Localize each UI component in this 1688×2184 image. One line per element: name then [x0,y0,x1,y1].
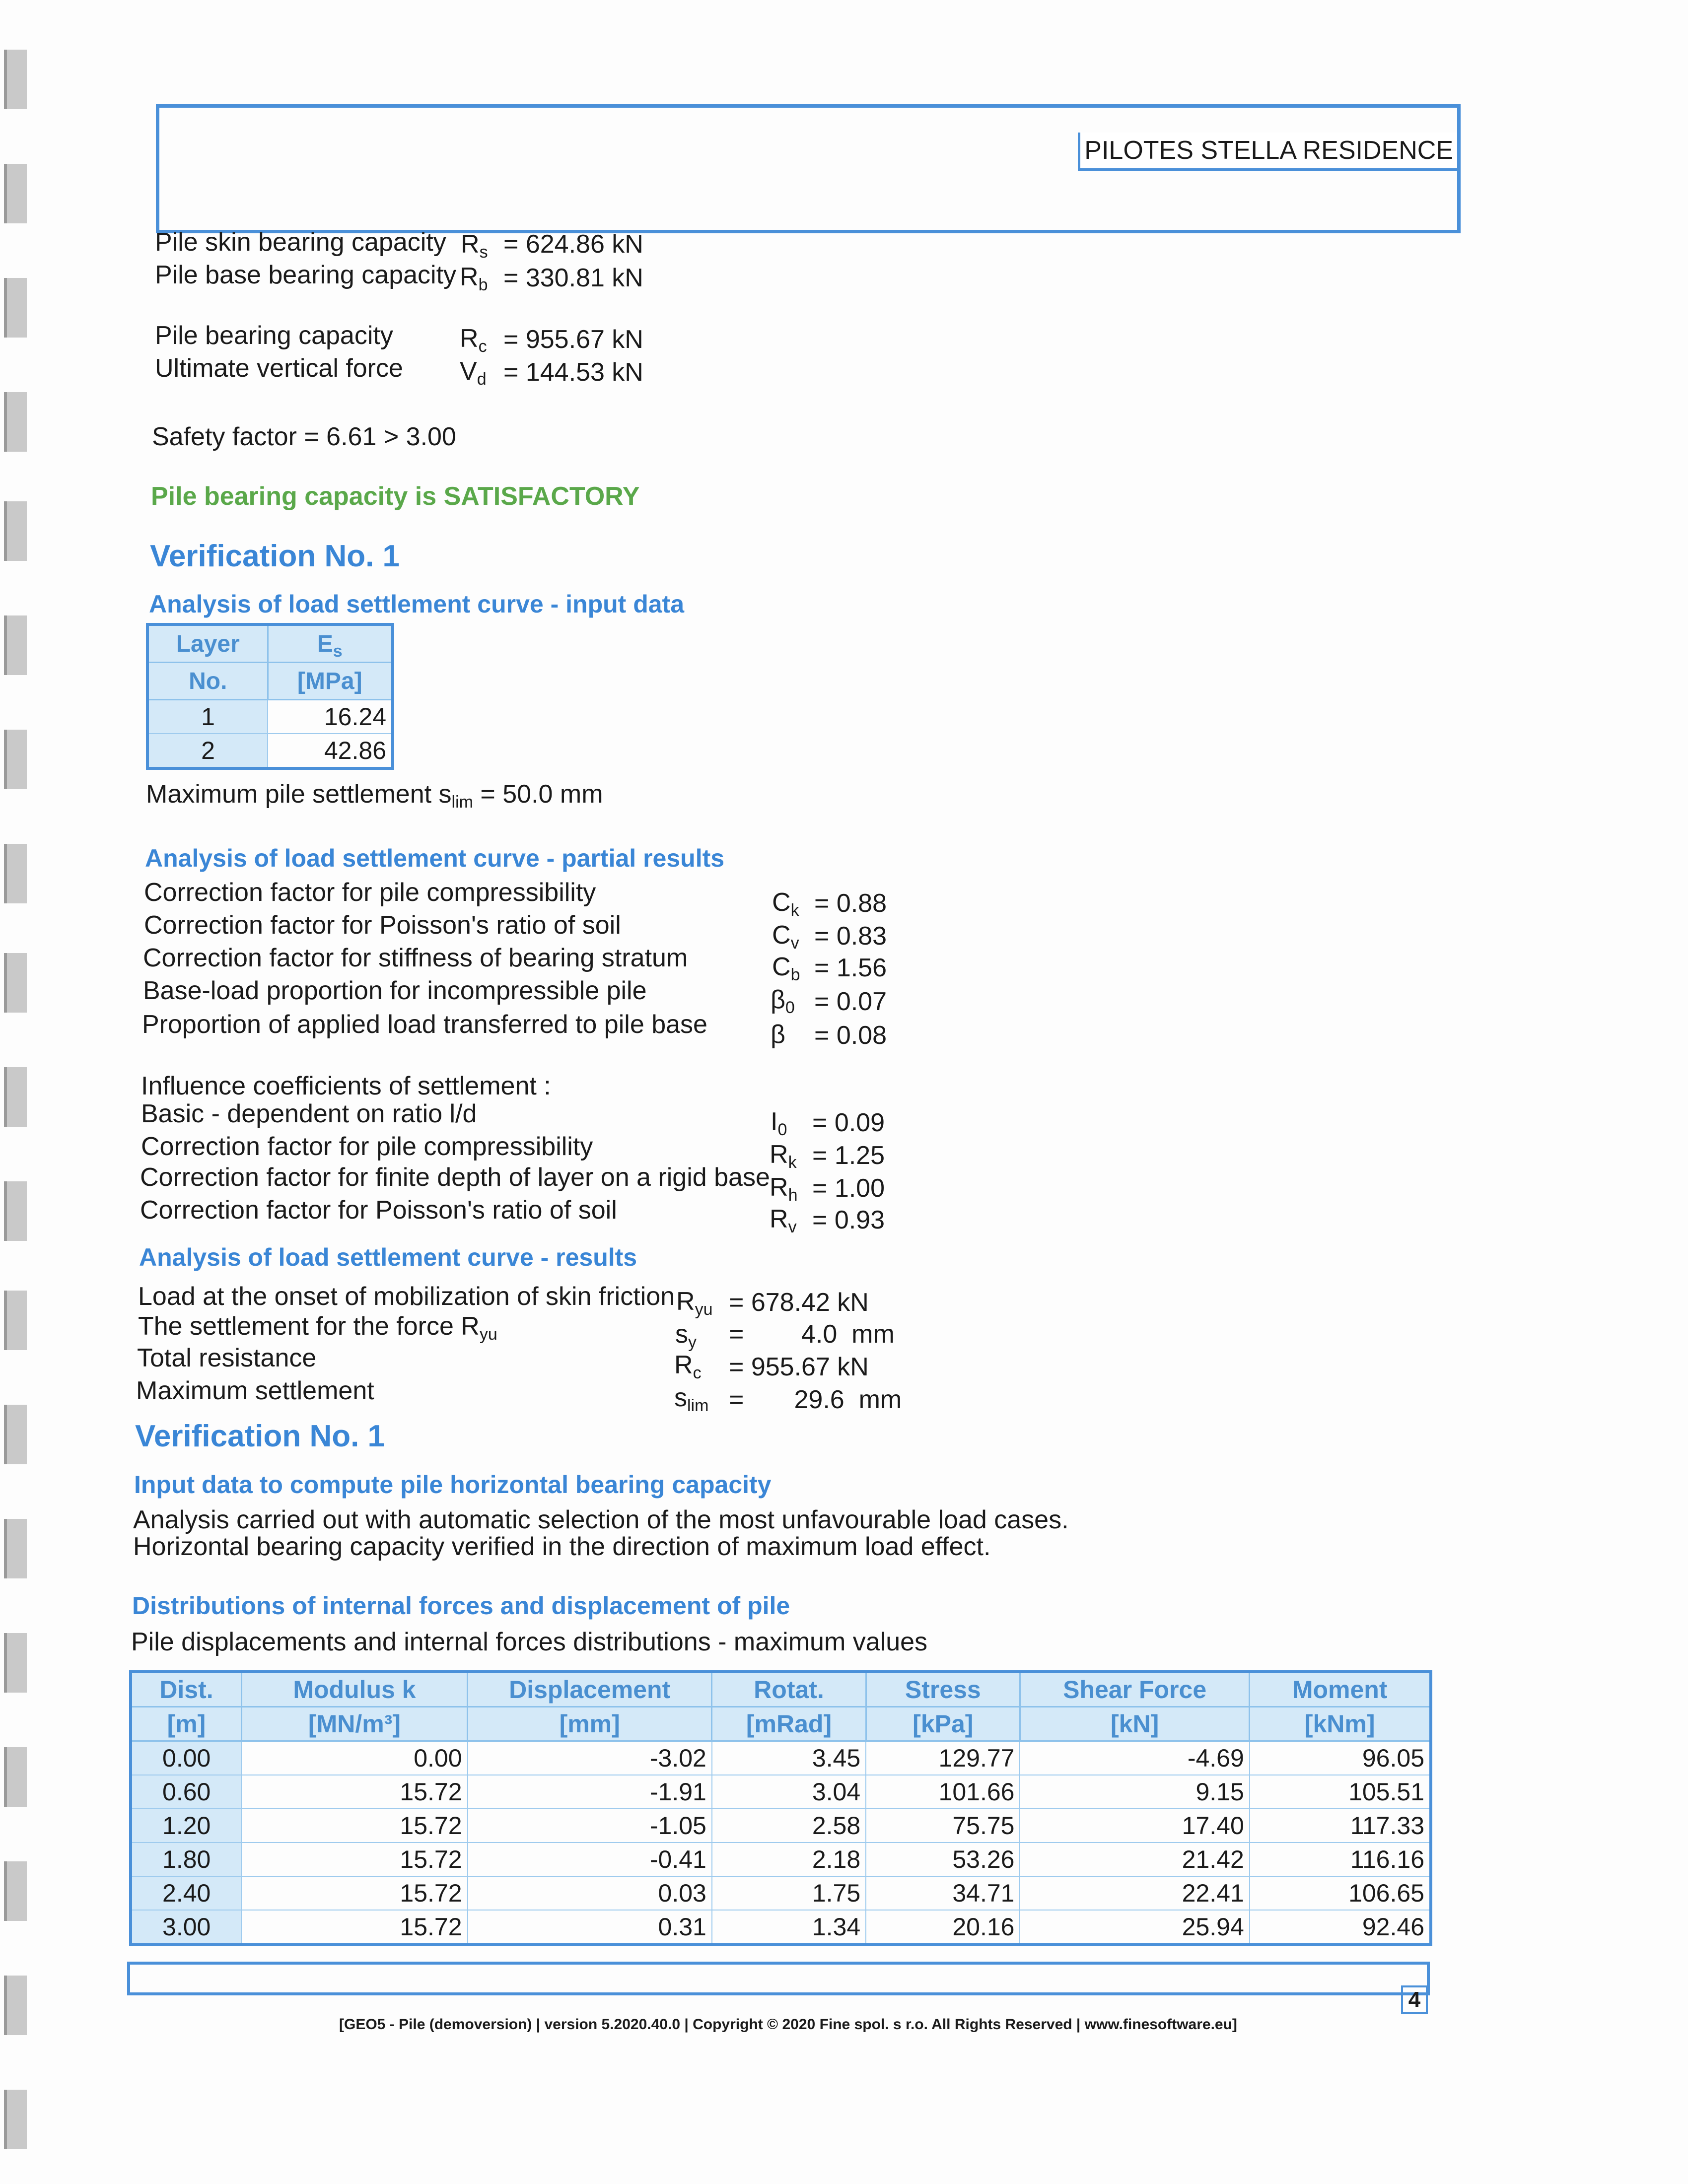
stress-cell: 129.77 [866,1741,1020,1775]
partial-label-2: Correction factor for stiffness of bearing stratum [143,944,688,972]
influence-symbol-3: Rv [770,1205,797,1236]
result-symbol-0: Ryu [676,1287,713,1319]
input-data-heading: Analysis of load settlement curve - input data [149,590,685,618]
result-label-2: Total resistance [137,1344,317,1372]
modulus-cell: 15.72 [241,1910,467,1945]
stress-unit: [kPa] [866,1707,1020,1741]
rotation-cell: 1.34 [712,1910,866,1945]
table-row [131,1741,1431,1775]
dist-header: Dist. [131,1672,241,1707]
result-value-1: = 4.0 mm [729,1320,895,1349]
dist-unit: [m] [131,1707,241,1741]
moment-cell: 106.65 [1250,1876,1431,1910]
moment-cell: 117.33 [1250,1809,1431,1843]
binder-edge [0,0,30,2184]
partial-symbol-4: β [771,1020,785,1049]
binder-ring [4,164,27,223]
modulus-cell: 15.72 [241,1876,467,1910]
influence-value-2: = 1.00 [812,1174,885,1203]
header-box [156,104,1461,233]
pile-capacity-value: = 955.67 kN [503,325,643,354]
stress-cell: 34.71 [866,1876,1020,1910]
partial-value-1: = 0.83 [814,922,887,951]
layer-header: Layer [147,624,268,663]
distribution-table [129,1670,1432,1946]
footer-box [127,1962,1430,1995]
partial-value-4: = 0.08 [814,1021,887,1050]
rotation-unit: [mRad] [712,1707,866,1741]
binder-ring [4,1067,27,1127]
binder-ring [4,501,27,561]
displacement-cell: -0.41 [468,1843,712,1876]
layer-no: 1 [147,700,268,734]
vertical-force-symbol: Vd [460,357,487,389]
pile-capacity-label: Pile bearing capacity [155,321,393,350]
displacement-unit: [mm] [468,1707,712,1741]
dist-cell: 1.20 [131,1809,241,1843]
es-header-unit: [MPa] [268,663,393,700]
moment-cell: 116.16 [1250,1843,1431,1876]
binder-ring [4,2090,27,2149]
base-capacity-label: Pile base bearing capacity [155,261,457,289]
rotation-header: Rotat. [712,1672,866,1707]
rotation-cell: 2.58 [712,1809,866,1843]
result-value-3: = 29.6 mm [729,1385,902,1414]
soil-layer-table [146,623,394,770]
binder-ring [4,278,27,338]
displacement-cell: 0.31 [468,1910,712,1945]
analysis-note-1: Analysis carried out with automatic selection of the most unfavourable load cases. [133,1505,1069,1534]
es-header: $E_s$ [268,624,393,663]
shear-cell: 9.15 [1020,1775,1249,1809]
result-label-0: Load at the onset of mobilization of skin friction [138,1282,675,1311]
binder-ring [4,1405,27,1464]
pile-capacity-symbol: Rc [460,324,487,356]
skin-capacity-value: = 624.86 kN [503,230,643,259]
influence-symbol-2: Rh [770,1173,798,1205]
moment-header: Moment [1250,1672,1431,1707]
layer-es: 42.86 [268,734,393,768]
shear-cell: -4.69 [1020,1741,1249,1775]
influence-symbol-1: Rk [770,1140,797,1172]
shear-cell: 17.40 [1020,1809,1249,1843]
table-row [131,1809,1431,1843]
table-row [131,1775,1431,1809]
result-value-2: = 955.67 kN [729,1353,869,1381]
influence-value-3: = 0.93 [812,1206,885,1234]
stress-cell: 75.75 [866,1809,1020,1843]
stress-cell: 101.66 [866,1775,1020,1809]
distribution-caption: Pile displacements and internal forces distributions - maximum values [131,1628,928,1656]
result-symbol-1: sy [675,1320,697,1352]
partial-label-3: Base-load proportion for incompressible pile [143,976,647,1005]
influence-symbol-0: I0 [771,1107,787,1139]
binder-ring [4,392,27,452]
rotation-cell: 2.18 [712,1843,866,1876]
displacement-cell: -1.05 [468,1809,712,1843]
stress-cell: 20.16 [866,1910,1020,1945]
verification-title: Verification No. 1 [150,539,400,573]
rotation-cell: 3.45 [712,1741,866,1775]
result-symbol-2: Rc [674,1351,702,1382]
partial-symbol-3: β0 [771,985,795,1017]
dist-cell: 3.00 [131,1910,241,1945]
partial-value-0: = 0.88 [814,889,887,918]
table-row [147,734,393,768]
binder-ring [4,844,27,903]
results-heading: Analysis of load settlement curve - results [139,1243,637,1271]
stress-header: Stress [866,1672,1020,1707]
moment-cell: 96.05 [1250,1741,1431,1775]
influence-value-1: = 1.25 [812,1141,885,1170]
layer-no: 2 [147,734,268,768]
shear-cell: 21.42 [1020,1843,1249,1876]
layer-es: 16.24 [268,700,393,734]
table-row [131,1910,1431,1945]
binder-ring [4,1747,27,1807]
binder-ring [4,1181,27,1241]
verification-title-2: Verification No. 1 [135,1419,385,1453]
binder-ring [4,1519,27,1578]
partial-label-1: Correction factor for Poisson's ratio of soil [144,911,621,940]
influence-heading: Influence coefficients of settlement : [141,1072,551,1100]
binder-ring [4,1633,27,1693]
base-capacity-symbol: Rb [460,263,488,294]
binder-ring [4,1861,27,1921]
binder-ring [4,953,27,1013]
skin-capacity-symbol: Rs [461,230,488,262]
max-pile-settlement: Maximum pile settlement slim = 50.0 mm [146,780,603,812]
shear-header: Shear Force [1020,1672,1249,1707]
dist-cell: 1.80 [131,1843,241,1876]
result-label-1: The settlement for the force Ryu [138,1312,497,1344]
influence-label-1: Correction factor for pile compressibility [141,1132,593,1161]
partial-value-2: = 1.56 [814,954,887,982]
modulus-cell: 15.72 [241,1775,467,1809]
base-capacity-value: = 330.81 kN [503,264,643,292]
modulus-header: Modulus k [241,1672,467,1707]
shear-unit: [kN] [1020,1707,1249,1741]
displacement-cell: -3.02 [468,1741,712,1775]
horizontal-input-heading: Input data to compute pile horizontal bearing capacity [134,1471,772,1499]
modulus-cell: 15.72 [241,1843,467,1876]
shear-cell: 22.41 [1020,1876,1249,1910]
modulus-unit: [MN/m³] [241,1707,467,1741]
partial-label-0: Correction factor for pile compressibility [144,878,596,907]
result-value-0: = 678.42 kN [729,1288,869,1317]
safety-factor: Safety factor = 6.61 > 3.00 [152,422,456,451]
shear-cell: 25.94 [1020,1910,1249,1945]
vertical-force-value: = 144.53 kN [503,358,643,387]
table-row [131,1843,1431,1876]
skin-capacity-label: Pile skin bearing capacity [155,228,446,257]
vertical-force-label: Ultimate vertical force [155,354,403,383]
binder-ring [4,730,27,789]
table-row [147,700,393,734]
copyright-notice: [GEO5 - Pile (demoversion) | version 5.2020.40.0 | Copyright © 2020 Fine spol. s r.o. All Rights Reserved | www.finesoftware.eu] [339,2016,1237,2033]
binder-ring [4,50,27,109]
page-number: 4 [1401,1985,1428,2014]
distribution-heading: Distributions of internal forces and displacement of pile [132,1592,790,1620]
influence-label-0: Basic - dependent on ratio l/d [141,1099,477,1128]
displacement-header: Displacement [468,1672,712,1707]
modulus-cell: 0.00 [241,1741,467,1775]
result-symbol-3: slim [674,1383,709,1415]
moment-cell: 92.46 [1250,1910,1431,1945]
partial-value-3: = 0.07 [814,987,887,1016]
influence-label-2: Correction factor for finite depth of layer on a rigid base [140,1163,770,1192]
moment-cell: 105.51 [1250,1775,1431,1809]
dist-cell: 2.40 [131,1876,241,1910]
rotation-cell: 1.75 [712,1876,866,1910]
binder-ring [4,1976,27,2035]
stress-cell: 53.26 [866,1843,1020,1876]
partial-symbol-1: Cv [772,921,799,953]
binder-ring [4,1291,27,1350]
modulus-cell: 15.72 [241,1809,467,1843]
dist-cell: 0.00 [131,1741,241,1775]
partial-symbol-2: Cb [772,953,800,984]
partial-symbol-0: Ck [772,888,799,920]
partial-label-4: Proportion of applied load transferred to pile base [142,1010,707,1039]
analysis-note-2: Horizontal bearing capacity verified in the direction of maximum load effect. [133,1532,991,1561]
binder-ring [4,615,27,675]
influence-value-0: = 0.09 [812,1108,885,1137]
layer-header-line2: No. [147,663,268,700]
influence-label-3: Correction factor for Poisson's ratio of soil [140,1196,617,1225]
moment-unit: [kNm] [1250,1707,1431,1741]
dist-cell: 0.60 [131,1775,241,1809]
displacement-cell: 0.03 [468,1876,712,1910]
rotation-cell: 3.04 [712,1775,866,1809]
document-title: PILOTES STELLA RESIDENCE [1078,133,1457,171]
result-label-3: Maximum settlement [136,1376,374,1405]
displacement-cell: -1.91 [468,1775,712,1809]
partial-results-heading: Analysis of load settlement curve - partial results [145,844,725,872]
capacity-status: Pile bearing capacity is SATISFACTORY [151,482,640,511]
table-row [131,1876,1431,1910]
